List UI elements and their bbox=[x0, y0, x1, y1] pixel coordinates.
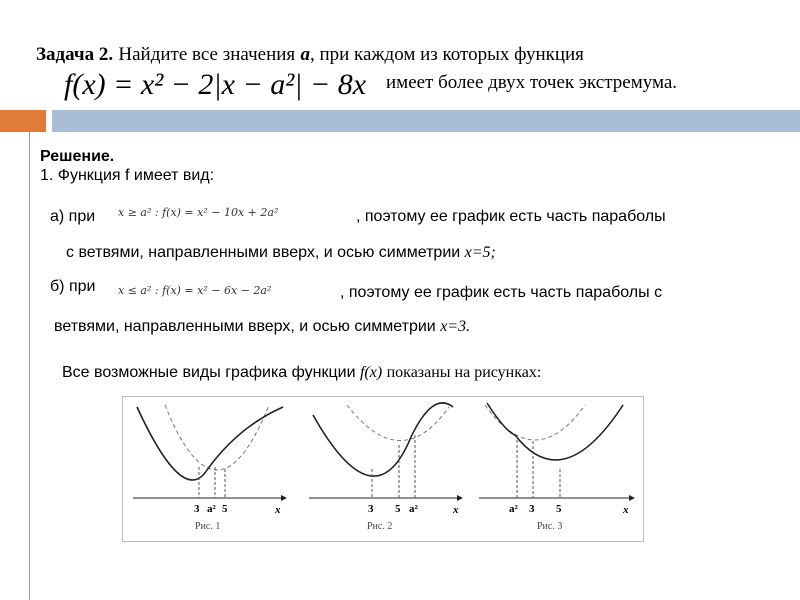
fig3-tick-1: a² bbox=[509, 503, 518, 515]
fig1-tick-2: a² bbox=[207, 503, 216, 515]
figure-1 bbox=[133, 405, 287, 532]
fig2-dashed-parabola bbox=[347, 405, 449, 441]
figure-3 bbox=[479, 403, 635, 532]
all-views-suffix: показаны на рисунках: bbox=[386, 364, 542, 381]
fig1-tick-1: 3 bbox=[194, 503, 200, 515]
accent-bar-orange bbox=[0, 110, 46, 132]
fig2-tick-1: 3 bbox=[368, 503, 374, 515]
case-b-text-2: ветвями, направленными вверх, и осью симметрии bbox=[54, 318, 436, 335]
case-b-prefix: б) при bbox=[50, 278, 96, 295]
fig3-axis-label: x bbox=[623, 504, 629, 516]
case-b-formula: x ≤ a² : f(x) = x² − 6x − 2a² bbox=[118, 284, 272, 297]
fig3-axis-arrow bbox=[629, 495, 635, 501]
task-line-1 bbox=[36, 44, 584, 66]
all-views-func: f(x) bbox=[359, 364, 383, 381]
fig3-tick-3: 5 bbox=[556, 503, 562, 515]
fig3-tick-2: 3 bbox=[529, 503, 535, 515]
fig1-dashed-parabola bbox=[165, 405, 269, 470]
figure-2 bbox=[309, 403, 463, 532]
case-b-line-2 bbox=[54, 318, 470, 336]
fig2-axis-arrow bbox=[457, 495, 463, 501]
solution-heading: Решение. bbox=[40, 148, 115, 165]
case-a-line-2 bbox=[66, 244, 496, 262]
fig3-caption: Рис. 3 bbox=[537, 521, 563, 532]
fig3-solid-parabola bbox=[487, 403, 623, 460]
fig2-tick-2: 5 bbox=[395, 503, 401, 515]
fig2-tick-3: a² bbox=[409, 503, 418, 515]
fig2-solid-parabola bbox=[313, 403, 453, 476]
fig1-axis-arrow bbox=[281, 495, 287, 501]
figures-svg bbox=[123, 397, 643, 541]
fig2-axis-label: x bbox=[453, 504, 459, 516]
case-a-prefix: а) при bbox=[50, 208, 96, 225]
fig1-caption: Рис. 1 bbox=[195, 521, 221, 532]
case-b-axis: x=3. bbox=[440, 318, 471, 335]
accent-bar-blue bbox=[52, 110, 800, 132]
task-param: а bbox=[300, 44, 310, 65]
task-label: Задача 2. bbox=[36, 44, 114, 65]
solution-step1: 1. Функция f имеет вид: bbox=[40, 167, 215, 184]
fig1-tick-3: 5 bbox=[222, 503, 228, 515]
task-formula: f(x) = x² − 2|x − a²| − 8x bbox=[64, 68, 367, 101]
all-views-prefix: Все возможные виды графика функции bbox=[62, 364, 356, 381]
case-a-formula: x ≥ a² : f(x) = x² − 10x + 2a² bbox=[118, 206, 279, 219]
left-divider bbox=[29, 132, 30, 600]
fig1-axis-label: x bbox=[275, 504, 281, 516]
case-a-text-2: с ветвями, направленными вверх, и осью симметрии bbox=[66, 244, 461, 261]
task-text-1: Найдите все значения bbox=[118, 44, 296, 65]
case-b-text-1: , поэтому ее график есть часть параболы с bbox=[340, 284, 663, 301]
figures-box bbox=[122, 396, 644, 542]
case-a-axis: x=5; bbox=[464, 244, 496, 261]
all-views-line bbox=[62, 364, 541, 382]
task-text-2: , при каждом из которых функция bbox=[309, 44, 584, 65]
case-a-text-1: , поэтому ее график есть часть параболы bbox=[356, 208, 666, 225]
fig2-caption: Рис. 2 bbox=[367, 521, 393, 532]
task-line-2: имеет более двух точек экстремума. bbox=[386, 72, 678, 93]
